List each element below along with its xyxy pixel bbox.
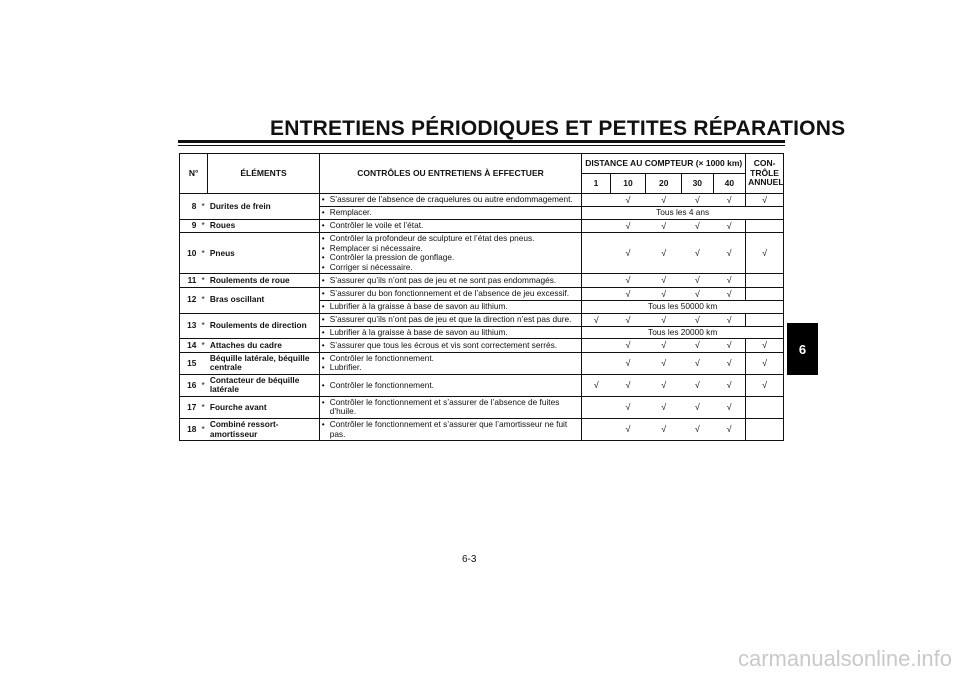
row-number: 13 [180,313,199,339]
controls-list [322,328,580,338]
table-row [180,287,784,300]
check-mark: √ [682,352,714,374]
row-element: Attaches du cadre [208,339,319,352]
header-num: N° [180,154,208,194]
row-element: Béquille latérale, béquille centrale [208,352,319,374]
empty-cell [746,287,784,300]
row-controls [319,313,582,326]
check-mark: √ [610,219,646,232]
check-mark: √ [682,418,714,440]
check-mark: √ [646,352,682,374]
table-row [180,339,784,352]
row-number: 14 [180,339,199,352]
control-item: • S’assurer que tous les écrous et vis sont correctement serrés. [322,341,580,351]
check-mark: √ [610,274,646,287]
check-mark: √ [610,339,646,352]
control-item: • Contrôler le fonctionnement et s’assurer de l’absence de fuites d’huile. [322,398,580,417]
row-element: Bras oscillant [208,287,319,313]
controls-list [322,354,580,373]
row-star: * [198,233,207,274]
control-item: • Contrôler le fonctionnement. [322,381,580,391]
check-mark: √ [646,233,682,274]
controls-list [322,302,580,312]
check-mark: √ [713,374,746,396]
row-controls [319,301,582,314]
controls-list [322,276,580,286]
header-elements: ÉLÉMENTS [208,154,319,194]
empty-cell [582,274,610,287]
row-star: * [198,194,207,220]
table-row [180,219,784,232]
watermark: carmanualsonline.info [737,646,952,671]
check-mark: √ [610,233,646,274]
controls-list [322,234,580,272]
row-controls [319,352,582,374]
empty-cell [746,313,784,326]
row-star: * [198,418,207,440]
title-rule-thin [178,145,785,146]
header-km-col: 1 [582,174,610,194]
section-tab: 6 [787,323,818,375]
header-controls: CONTRÔLES OU ENTRETIENS À EFFECTUER [319,154,582,194]
check-mark: √ [746,233,784,274]
check-mark: √ [682,396,714,418]
check-mark: √ [646,418,682,440]
check-mark: √ [713,287,746,300]
row-controls [319,274,582,287]
check-mark: √ [646,287,682,300]
table-row [180,274,784,287]
row-controls [319,219,582,232]
check-mark: √ [746,339,784,352]
controls-list [322,315,580,325]
control-item: • S’assurer du bon fonctionnement et de l’absence de jeu excessif. [322,289,580,299]
row-number: 18 [180,418,199,440]
row-element: Contacteur de béquille latérale [208,374,319,396]
row-controls [319,339,582,352]
check-mark: √ [610,352,646,374]
row-controls [319,207,582,220]
check-mark: √ [610,418,646,440]
empty-cell [582,287,610,300]
row-element: Roulements de roue [208,274,319,287]
table-row [180,396,784,418]
row-star: * [198,313,207,339]
control-item: • S’assurer qu’ils n’ont pas de jeu et que la direction n’est pas dure. [322,315,580,325]
row-number: 9 [180,219,199,232]
check-mark: √ [646,374,682,396]
check-mark: √ [646,194,682,207]
table-row [180,233,784,274]
row-controls [319,418,582,440]
control-item: • Contrôler le voile et l’état. [322,221,580,231]
header-km-col: 10 [610,174,646,194]
controls-list [322,221,580,231]
check-mark: √ [713,339,746,352]
control-item: • Corriger si nécessaire. [322,263,580,273]
row-element: Fourche avant [208,396,319,418]
empty-cell [746,396,784,418]
row-number: 16 [180,374,199,396]
title-rule-thick [178,140,785,143]
row-number: 8 [180,194,199,220]
row-element: Roulements de direction [208,313,319,339]
check-mark: √ [682,374,714,396]
row-element: Pneus [208,233,319,274]
maintenance-table [179,153,784,441]
row-star: * [198,339,207,352]
check-mark: √ [713,219,746,232]
check-mark: √ [746,194,784,207]
check-mark: √ [682,274,714,287]
table-row [180,374,784,396]
check-mark: √ [713,396,746,418]
check-mark: √ [682,194,714,207]
table-row [180,352,784,374]
row-star: * [198,219,207,232]
row-controls [319,326,582,339]
table-row [180,313,784,326]
controls-list [322,381,580,391]
check-mark: √ [713,418,746,440]
controls-list [322,208,580,218]
control-item: • Contrôler la pression de gonflage. [322,253,580,263]
check-mark: √ [610,396,646,418]
page-title: ENTRETIENS PÉRIODIQUES ET PETITES RÉPARATIONS [270,117,846,140]
interval-text: Tous les 4 ans [582,207,784,220]
check-mark: √ [646,313,682,326]
row-star: * [198,396,207,418]
row-controls [319,396,582,418]
check-mark: √ [582,313,610,326]
row-number: 17 [180,396,199,418]
check-mark: √ [682,339,714,352]
check-mark: √ [713,194,746,207]
empty-cell [582,396,610,418]
row-number: 12 [180,287,199,313]
controls-list [322,195,580,205]
check-mark: √ [646,274,682,287]
check-mark: √ [713,313,746,326]
row-number: 11 [180,274,199,287]
check-mark: √ [746,352,784,374]
row-star: * [198,274,207,287]
check-mark: √ [610,287,646,300]
empty-cell [746,219,784,232]
table-row [180,418,784,440]
check-mark: √ [682,233,714,274]
check-mark: √ [713,352,746,374]
empty-cell [582,233,610,274]
controls-list [322,289,580,299]
header-km-col: 30 [682,174,714,194]
row-number: 15 [180,352,199,374]
row-controls [319,374,582,396]
check-mark: √ [582,374,610,396]
interval-text: Tous les 20000 km [582,326,784,339]
controls-list [322,420,580,439]
row-star [198,352,207,374]
row-controls [319,233,582,274]
row-star: * [198,374,207,396]
check-mark: √ [646,396,682,418]
control-item: • Remplacer. [322,208,580,218]
header-distance: DISTANCE AU COMPTEUR (× 1000 km) [582,154,746,174]
empty-cell [582,339,610,352]
empty-cell [746,274,784,287]
controls-list [322,398,580,417]
controls-list [322,341,580,351]
check-mark: √ [682,313,714,326]
empty-cell [582,194,610,207]
row-element: Combiné ressort-amortisseur [208,418,319,440]
check-mark: √ [746,374,784,396]
check-mark: √ [682,219,714,232]
control-item: • Contrôler la profondeur de sculpture et l’état des pneus. [322,234,580,244]
header-annual: CON- TRÔLE ANNUEL [746,154,784,194]
row-number: 10 [180,233,199,274]
control-item: • Contrôler le fonctionnement. [322,354,580,364]
check-mark: √ [610,313,646,326]
empty-cell [582,418,610,440]
check-mark: √ [713,274,746,287]
check-mark: √ [610,374,646,396]
header-km-col: 40 [713,174,746,194]
check-mark: √ [682,287,714,300]
row-controls [319,194,582,207]
row-controls [319,287,582,300]
control-item: • Contrôler le fonctionnement et s’assurer que l’amortisseur ne fuit pas. [322,420,580,439]
control-item: • Lubrifier à la graisse à base de savon au lithium. [322,328,580,338]
check-mark: √ [646,339,682,352]
row-star: * [198,287,207,313]
check-mark: √ [713,233,746,274]
interval-text: Tous les 50000 km [582,301,784,314]
empty-cell [746,418,784,440]
row-element: Roues [208,219,319,232]
control-item: • S’assurer de l’absence de craquelures ou autre endommagement. [322,195,580,205]
table-row [180,194,784,207]
check-mark: √ [646,219,682,232]
control-item: • Lubrifier. [322,363,580,373]
control-item: • S’assurer qu’ils n’ont pas de jeu et ne sont pas endommagés. [322,276,580,286]
empty-cell [582,219,610,232]
check-mark: √ [610,194,646,207]
header-km-col: 20 [646,174,682,194]
row-element: Durites de frein [208,194,319,220]
control-item: • Lubrifier à la graisse à base de savon au lithium. [322,302,580,312]
empty-cell [582,352,610,374]
page-number: 6-3 [462,554,477,565]
control-item: • Remplacer si nécessaire. [322,244,580,254]
